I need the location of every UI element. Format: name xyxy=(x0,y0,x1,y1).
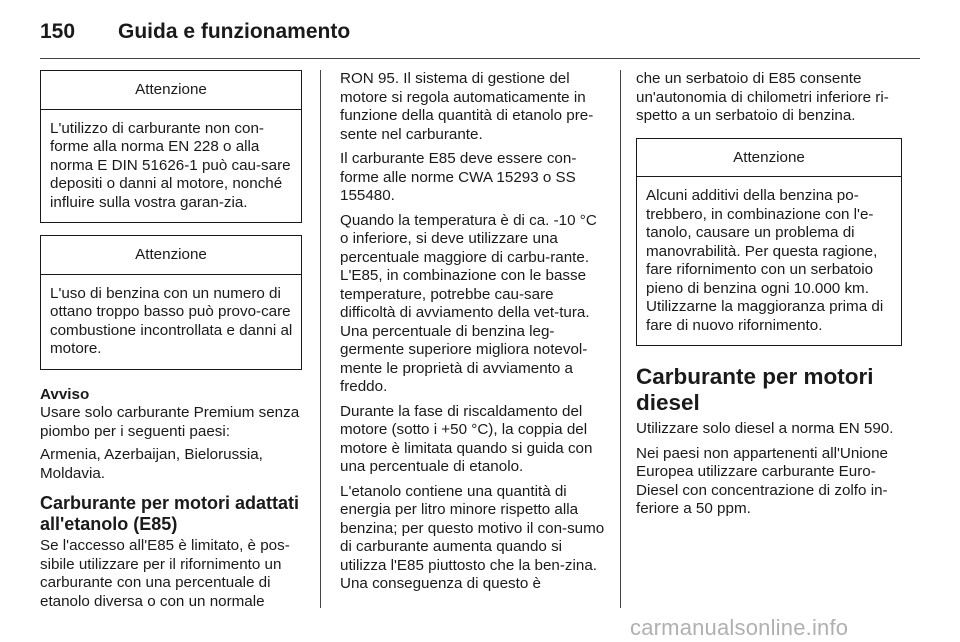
column-2 xyxy=(340,70,606,600)
page-title: Guida e funzionamento xyxy=(118,20,351,43)
warning-title: Attenzione xyxy=(41,236,301,275)
section-heading: Carburante per motori diesel xyxy=(636,364,874,415)
column-3 xyxy=(636,70,902,525)
warning-box xyxy=(636,138,902,347)
note-text: Usare solo carburante Premium senza piombo per i seguenti paesi: xyxy=(40,404,300,440)
paragraph: RON 95. Il sistema di gestione del motore si regola automaticamente in funzione della quantità di etanolo pre-sente nel carburante. xyxy=(340,70,594,143)
page-number: 150 xyxy=(40,20,76,43)
warning-title: Attenzione xyxy=(41,71,301,110)
warning-title: Attenzione xyxy=(637,139,901,178)
paragraph: Utilizzare solo diesel a norma EN 590. xyxy=(636,420,894,437)
section-heading: Carburante per motori adattati all'etanolo (E85) xyxy=(40,493,300,534)
column-1 xyxy=(40,70,302,617)
column-divider xyxy=(620,70,621,608)
paragraph: Quando la temperatura è di ca. -10 °C o inferiore, si deve utilizzare una percentuale maggiore di carbu-rante. L'E85, in combinazione con le basse temperature, potrebbe cau-sare difficoltà di avviamento della vet-tura. Una percentuale di benzina leg-germente superiore migliora notevol-mente le proprietà di avviamento a freddo. xyxy=(340,211,597,395)
paragraph: che un serbatoio di E85 consente un'autonomia di chilometri inferiore ri-spetto a un serbatoio di benzina. xyxy=(636,70,889,124)
warning-box xyxy=(40,235,302,370)
paragraph: Nei paesi non appartenenti all'Unione Europea utilizzare carburante Euro-Diesel con concentrazione di zolfo in-feriore a 50 ppm. xyxy=(636,444,888,517)
note-title: Avviso xyxy=(40,385,90,403)
section-text: Se l'accesso all'E85 è limitato, è pos-sibile utilizzare per il rifornimento un carburante con una percentuale di etanolo diversa o con un normale xyxy=(40,537,290,610)
paragraph: Durante la fase di riscaldamento del motore (sotto i +50 °C), la coppia del motore è limitata quando si guida con una percentuale di etanolo. xyxy=(340,402,593,475)
paragraph: L'etanolo contiene una quantità di energia per litro minore rispetto alla benzina; per questo motivo il con-sumo di carburante aumenta quando si utilizza l'E85 piuttosto che la ben-zina. Una conseguenza di questo è xyxy=(340,482,605,592)
note-text: Armenia, Azerbaijan, Bielorussia, Moldavia. xyxy=(40,446,263,482)
warning-text: Alcuni additivi della benzina po-trebbero, in combinazione con l'e-tanolo, causare un problema di manovrabilità. Per questa ragione, fare rifornimento con un serbatoio pieno di benzina ogni 10.000 km. Utilizzarne la maggioranza prima di fare di nuovo rifornimento. xyxy=(646,187,884,334)
warning-text: L'uso di benzina con un numero di ottano troppo basso può provo-care combustione incontrollata e danni al motore. xyxy=(50,284,293,357)
page-header xyxy=(40,20,920,60)
warning-box xyxy=(40,70,302,223)
paragraph: Il carburante E85 deve essere con-forme alle norme CWA 15293 o SS 155480. xyxy=(340,150,577,204)
warning-text: L'utilizzo di carburante non con-forme alla norma EN 228 o alla norma E DIN 51626-1 può cau-sare depositi o danni al motore, nonché influire sulla vostra garan-zia. xyxy=(50,119,291,211)
header-rule xyxy=(40,58,920,59)
column-divider xyxy=(320,70,321,608)
watermark-logo: carmanualsonline.info xyxy=(630,615,849,640)
